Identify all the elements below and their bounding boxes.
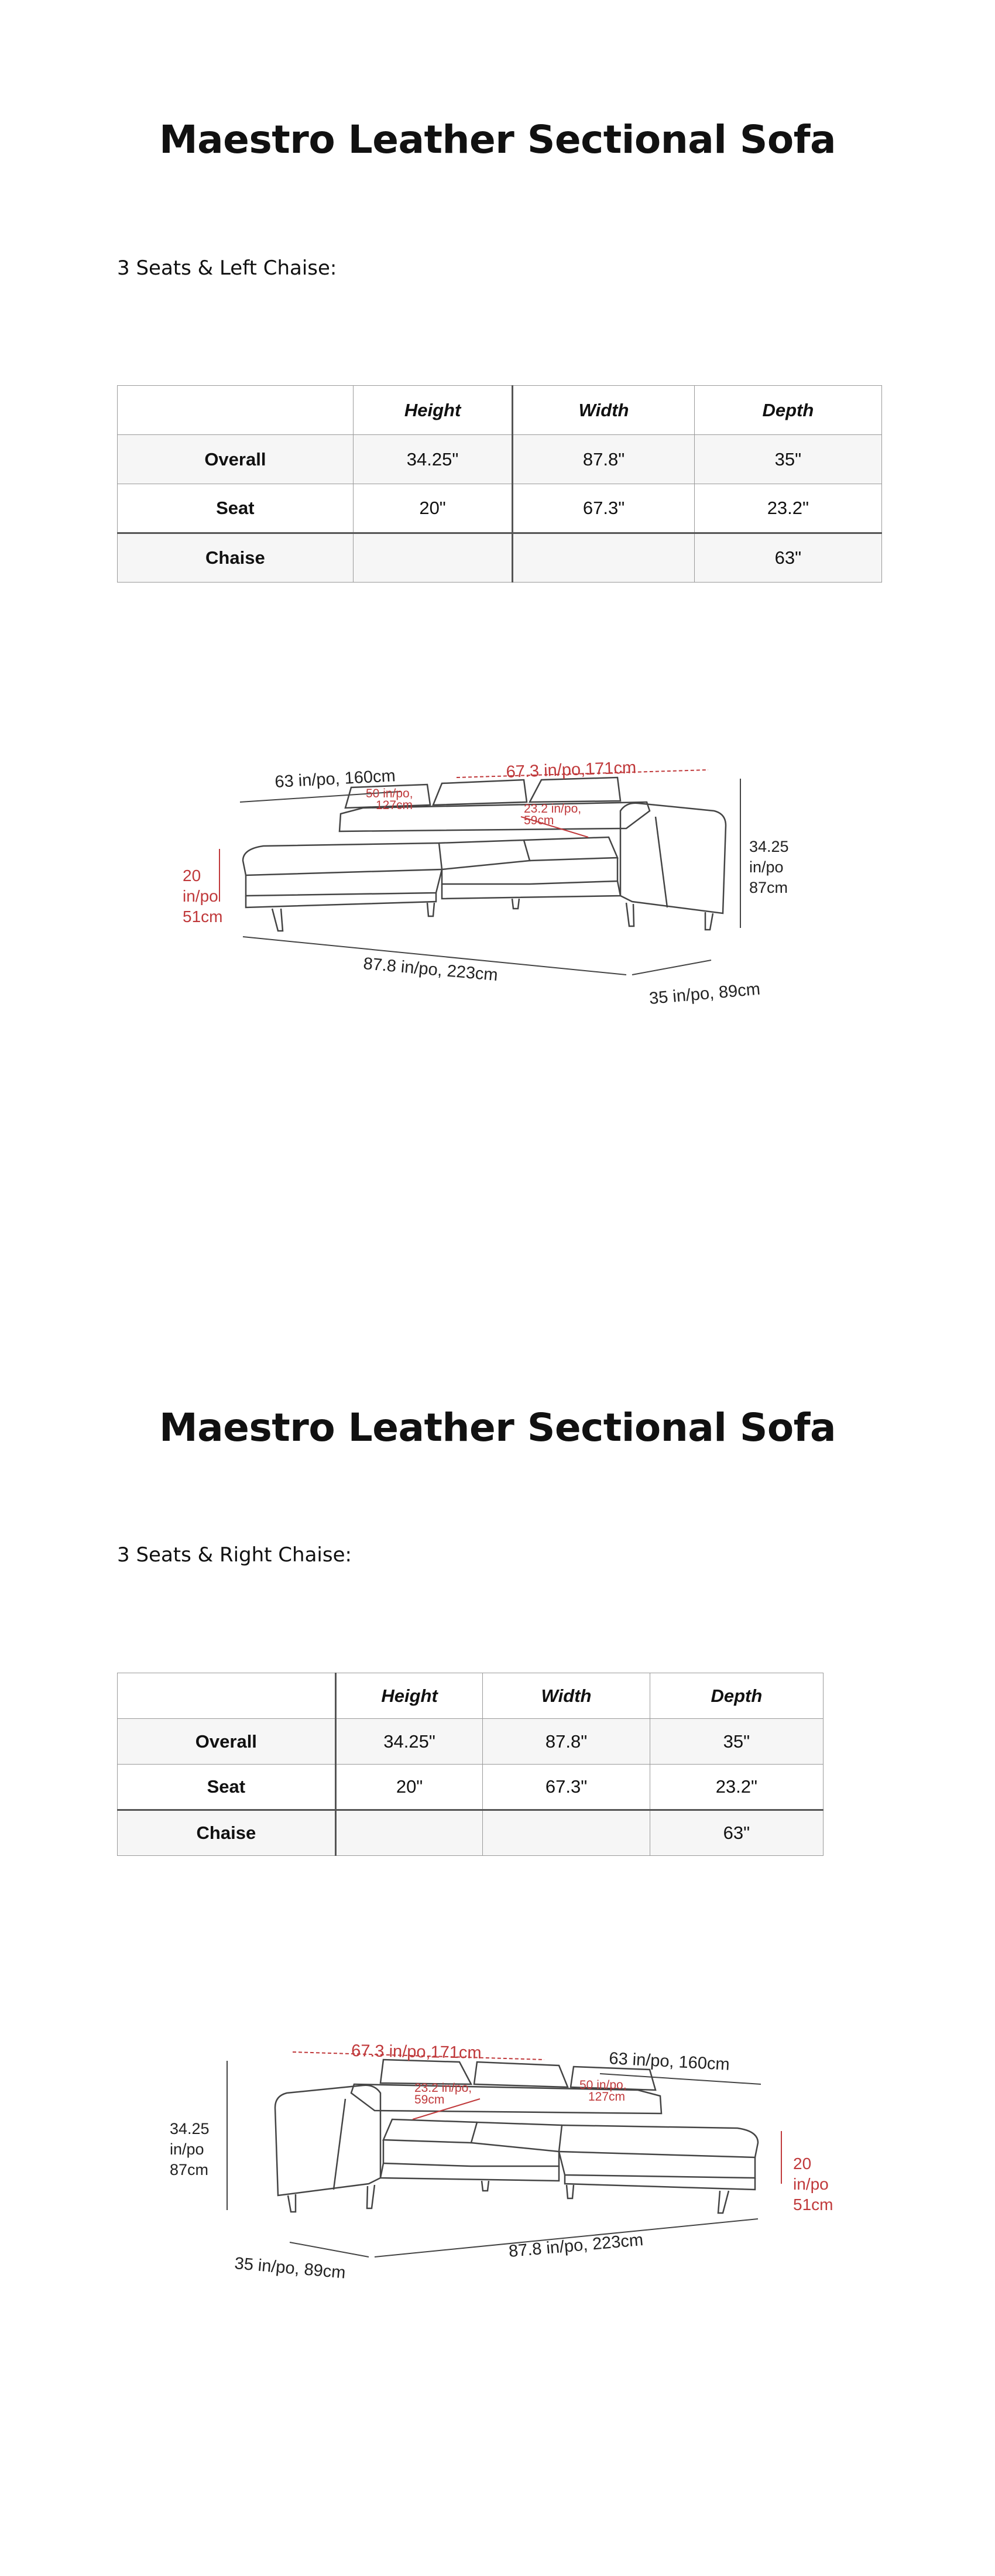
chaise-depth-label-cm: 127cm bbox=[376, 799, 413, 812]
seat-depth-label-cm: 59cm bbox=[414, 2093, 445, 2106]
back-cushion bbox=[380, 2060, 471, 2084]
table-row bbox=[118, 1719, 824, 1765]
chaise-depth-label-cm: 127cm bbox=[588, 2090, 626, 2104]
table-header-empty bbox=[118, 386, 354, 435]
left-arm bbox=[275, 2085, 380, 2195]
dimension-lines bbox=[240, 779, 740, 975]
page-title: Maestro Leather Sectional Sofa bbox=[159, 1405, 836, 1450]
cell-depth: 23.2" bbox=[650, 1765, 823, 1810]
seat-depth-label: 23.2 in/po, bbox=[524, 802, 582, 816]
table-header-width: Width bbox=[513, 386, 694, 435]
cell-width: 67.3" bbox=[513, 484, 694, 533]
cell-depth: 35" bbox=[694, 435, 881, 484]
table-header-width: Width bbox=[483, 1673, 650, 1719]
seat-width-label: 67.3 in/po,171cm bbox=[506, 758, 637, 782]
seat-front bbox=[442, 858, 617, 884]
seat-height-label: 20 bbox=[793, 2154, 812, 2173]
overall-width-label: 87.8 in/po, 223cm bbox=[362, 954, 499, 985]
cell-width: 87.8" bbox=[513, 435, 694, 484]
cell-width: 87.8" bbox=[483, 1719, 650, 1765]
back-cushion bbox=[474, 2062, 568, 2087]
sofa-drawing bbox=[275, 2060, 758, 2213]
back-cushion bbox=[433, 780, 527, 805]
arm-seam bbox=[656, 817, 667, 907]
table-row bbox=[118, 533, 882, 583]
sofa-leg bbox=[512, 899, 519, 909]
sofa-leg bbox=[626, 903, 634, 926]
cell-height bbox=[353, 533, 513, 583]
height-label-unit: in/po bbox=[749, 858, 784, 876]
dimensions-table bbox=[117, 1673, 824, 1856]
cell-depth: 63" bbox=[650, 1810, 823, 1856]
seat-height-label-cm: 51cm bbox=[183, 907, 223, 926]
cell-height: 20" bbox=[353, 484, 513, 533]
page-title: Maestro Leather Sectional Sofa bbox=[159, 117, 836, 162]
chaise-cushion bbox=[243, 843, 442, 875]
overall-depth-line bbox=[290, 2242, 369, 2257]
seat-cushion bbox=[383, 2119, 477, 2143]
height-label: 34.25 bbox=[749, 838, 789, 855]
overall-depth-line bbox=[632, 960, 711, 975]
cell-height bbox=[335, 1810, 483, 1856]
row-label-seat: Seat bbox=[118, 1765, 336, 1810]
seat-height-label-cm: 51cm bbox=[793, 2195, 833, 2214]
cell-height: 34.25" bbox=[335, 1719, 483, 1765]
cell-height: 20" bbox=[335, 1765, 483, 1810]
dimensions-table bbox=[117, 385, 882, 583]
table-header-depth: Depth bbox=[694, 386, 881, 435]
row-label-overall: Overall bbox=[118, 435, 354, 484]
sofa-leg bbox=[718, 2191, 729, 2213]
chaise-depth-label: 50 in/po, bbox=[366, 787, 413, 800]
seat-height-label-unit: in/po bbox=[183, 887, 218, 905]
height-label-cm: 87cm bbox=[170, 2161, 209, 2178]
overall-depth-label: 35 in/po, 89cm bbox=[234, 2254, 346, 2283]
sofa-drawing bbox=[243, 777, 726, 931]
height-label: 34.25 bbox=[170, 2120, 210, 2137]
cell-height: 34.25" bbox=[353, 435, 513, 484]
chaise-base bbox=[246, 869, 442, 896]
seat-depth-label: 23.2 in/po, bbox=[414, 2081, 472, 2095]
overall-width-label: 87.8 in/po, 223cm bbox=[507, 2231, 644, 2261]
table-header-depth: Depth bbox=[650, 1673, 823, 1719]
seat-cushion bbox=[471, 2122, 562, 2152]
seat-width-label: 67.3 in/po,171cm bbox=[351, 2041, 482, 2063]
seat-front bbox=[383, 2140, 559, 2166]
table-header-row bbox=[118, 386, 882, 435]
table-row bbox=[118, 435, 882, 484]
sofa-leg bbox=[288, 2194, 296, 2212]
height-label-cm: 87cm bbox=[749, 879, 788, 896]
back-cushion bbox=[530, 777, 620, 802]
cell-width bbox=[483, 1810, 650, 1856]
cell-depth: 23.2" bbox=[694, 484, 881, 533]
row-label-seat: Seat bbox=[118, 484, 354, 533]
table-header-row bbox=[118, 1673, 824, 1719]
height-label-unit: in/po bbox=[170, 2140, 204, 2158]
cell-width: 67.3" bbox=[483, 1765, 650, 1810]
seat-height-label-unit: in/po bbox=[793, 2175, 829, 2193]
row-label-overall: Overall bbox=[118, 1719, 336, 1765]
table-header-height: Height bbox=[353, 386, 513, 435]
seat-cushion bbox=[439, 840, 530, 869]
table-header-height: Height bbox=[335, 1673, 483, 1719]
table-row bbox=[118, 484, 882, 533]
overall-depth-label: 35 in/po, 89cm bbox=[648, 979, 761, 1008]
sofa-leg bbox=[567, 2185, 574, 2198]
seat-cushion bbox=[524, 837, 617, 861]
sofa-leg bbox=[427, 903, 434, 916]
chaise-base bbox=[559, 2152, 755, 2178]
sofa-leg bbox=[482, 2181, 489, 2191]
table-row bbox=[118, 1810, 824, 1856]
sofa-leg bbox=[272, 909, 283, 931]
sofa-diagram-right-chaise bbox=[164, 2037, 837, 2307]
right-arm bbox=[620, 803, 726, 913]
chaise-depth-label: 50 in/po, bbox=[579, 2078, 627, 2092]
configuration-subtitle: 3 Seats & Right Chaise: bbox=[117, 1543, 352, 1567]
seat-height-label: 20 bbox=[183, 866, 201, 885]
chaise-cushion bbox=[559, 2125, 758, 2157]
chaise-length-label: 63 in/po, 160cm bbox=[608, 2049, 730, 2074]
row-label-chaise: Chaise bbox=[118, 533, 354, 583]
sofa-leg bbox=[705, 912, 713, 930]
cell-width bbox=[513, 533, 694, 583]
sofa-diagram-left-chaise bbox=[164, 755, 837, 1025]
cell-depth: 35" bbox=[650, 1719, 823, 1765]
row-label-chaise: Chaise bbox=[118, 1810, 336, 1856]
table-header-empty bbox=[118, 1673, 336, 1719]
seat-depth-label-cm: 59cm bbox=[524, 814, 554, 827]
configuration-subtitle: 3 Seats & Left Chaise: bbox=[117, 256, 337, 280]
sofa-leg bbox=[367, 2185, 375, 2208]
cell-depth: 63" bbox=[694, 533, 881, 583]
dimension-lines bbox=[227, 2061, 761, 2257]
table-row bbox=[118, 1765, 824, 1810]
arm-seam bbox=[334, 2099, 345, 2190]
chaise-length-label: 63 in/po, 160cm bbox=[274, 766, 396, 792]
